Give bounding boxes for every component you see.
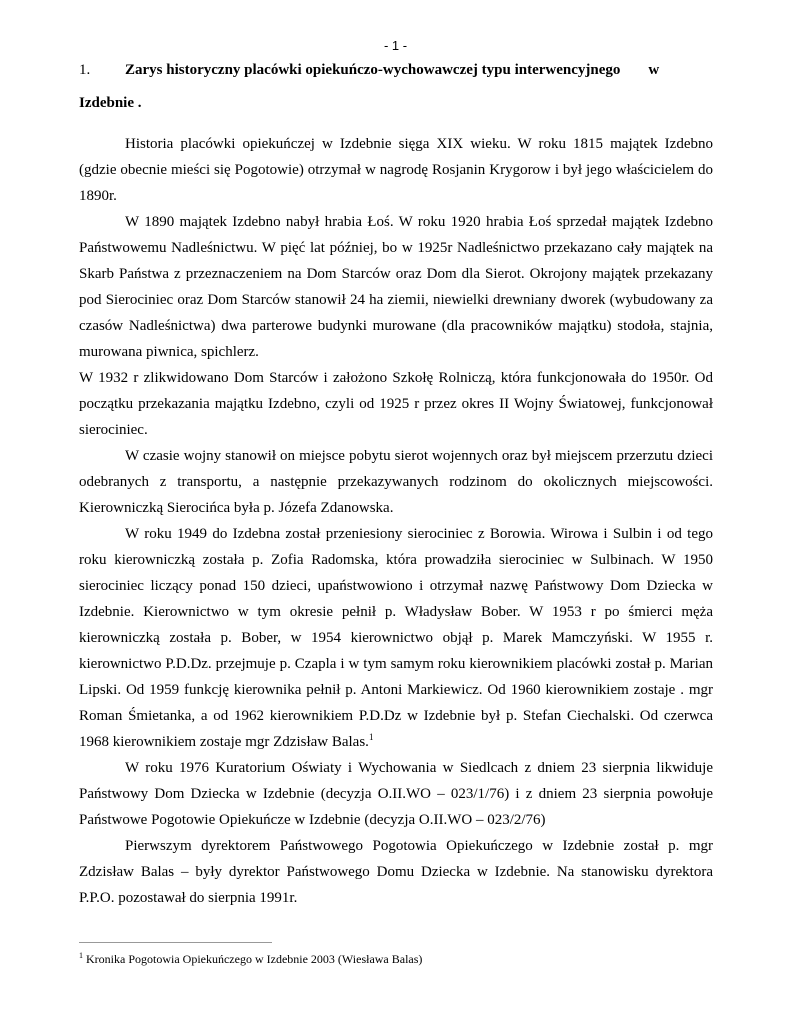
paragraph-3: W 1932 r zlikwidowano Dom Starców i założono Szkołę Rolniczą, która funkcjonowała do 1950r. Od początku przekazania majątku Izdebno, czyli od 1925 r przez okres II Wojny Światowej, funkcjonował sierociniec. bbox=[79, 370, 713, 438]
footnote-separator bbox=[79, 942, 272, 943]
section-title-end: w bbox=[648, 62, 660, 78]
section-title-text: Zarys historyczny placówki opiekuńczo-wychowawczej typu interwencyjnego bbox=[125, 62, 621, 78]
section-title bbox=[125, 60, 719, 80]
paragraph-1: Historia placówki opiekuńczej w Izdebnie sięga XIX wieku. W roku 1815 majątek Izdebno (gdzie obecnie mieści się Pogotowie) otrzymał w nagrodę Rosjanin Krygorow i był jego właścicielem do 1890r. bbox=[79, 136, 713, 204]
paragraph-6: W roku 1976 Kuratorium Oświaty i Wychowania w Siedlcach z dniem 23 sierpnia likwiduje Państwowy Dom Dziecka w Izdebnie (decyzja O.II.WO – 023/1/76) i z dniem 23 sierpnia powołuje Państwowe Pogotowie Opiekuńcze w Izdebnie (decyzja O.II.WO – 023/2/76) bbox=[79, 760, 713, 828]
section-heading bbox=[79, 60, 719, 80]
section-title-line2: Izdebnie . bbox=[79, 95, 142, 111]
section-number: 1. bbox=[79, 62, 91, 78]
document-body bbox=[79, 131, 713, 911]
paragraph-4: W czasie wojny stanowił on miejsce pobytu sierot wojennych oraz był miejscem przerzutu dzieci odebranych z transportu, a następnie przekazywanych rodzinom do okolicznych miejscowości. Kierowniczką Sierocińca była p. Józefa Zdanowska. bbox=[79, 448, 713, 516]
footnote-reference[interactable]: 1 bbox=[368, 732, 374, 742]
paragraph-5 bbox=[79, 521, 713, 755]
footnote-marker: 1 bbox=[79, 951, 83, 960]
paragraph-7: Pierwszym dyrektorem Państwowego Pogotowia Opiekuńczego w Izdebnie został p. mgr Zdzisław Balas – były dyrektor Państwowego Domu Dziecka w Izdebnie. Na stanowisku dyrektora P.P.O. pozostawał do sierpnia 1991r. bbox=[79, 838, 713, 906]
footnote-text: Kronika Pogotowia Opiekuńczego w Izdebnie 2003 (Wiesława Balas) bbox=[86, 952, 423, 966]
paragraph-5-text: W roku 1949 do Izdebna został przeniesiony sierociniec z Borowia. Wirowa i Sulbin i od tego roku kierowniczką została p. Zofia Radomska, która prowadziła sierociniec w Sulbinach. W 1950 sierociniec liczący ponad 150 dzieci, upaństwowiono i otrzymał nazwę Państwowy Dom Dziecka w Izdebnie. Kierownictwo w tym okresie pełnił p. Władysław Bober. W 1953 r po śmierci męża kierowniczką została p. Bober, w 1954 kierownictwo objął p. Marek Mamczyński. W 1955 r. kierownictwo P.D.Dz. przejmuje p. Czapla i w tym samym roku kierownikiem placówki został p. Marian Lipski. Od 1959 funkcję kierownika pełnił p. Antoni Markiewicz. Od 1960 kierownikiem zostaje . mgr Roman Śmietanka, a od 1962 kierownikiem P.D.Dz w Izdebnie był p. Stefan Ciechalski. Od czerwca 1968 kierownikiem zostaje mgr Zdzisław Balas. bbox=[79, 526, 713, 750]
paragraph-2: W 1890 majątek Izdebno nabył hrabia Łoś. W roku 1920 hrabia Łoś sprzedał majątek Izdebno Państwowemu Nadleśnictwu. W pięć lat później, bo w 1925r Nadleśnictwo przekazano cały majątek na Skarb Państwa z przeznaczeniem na Dom Starców oraz Dom dla Sierot. Okrojony majątek przekazany pod Sierociniec oraz Dom Starców stanowił 24 ha ziemii, niewielki drewniany dworek (wybudowany za czasów Nadleśnictwa) dwa parterowe budynki murowane (dla pracowników majątku) stodoła, stajnia, murowana piwnica, spichlerz. bbox=[79, 214, 713, 360]
page-number: - 1 - bbox=[383, 38, 408, 53]
footnote bbox=[79, 952, 719, 967]
